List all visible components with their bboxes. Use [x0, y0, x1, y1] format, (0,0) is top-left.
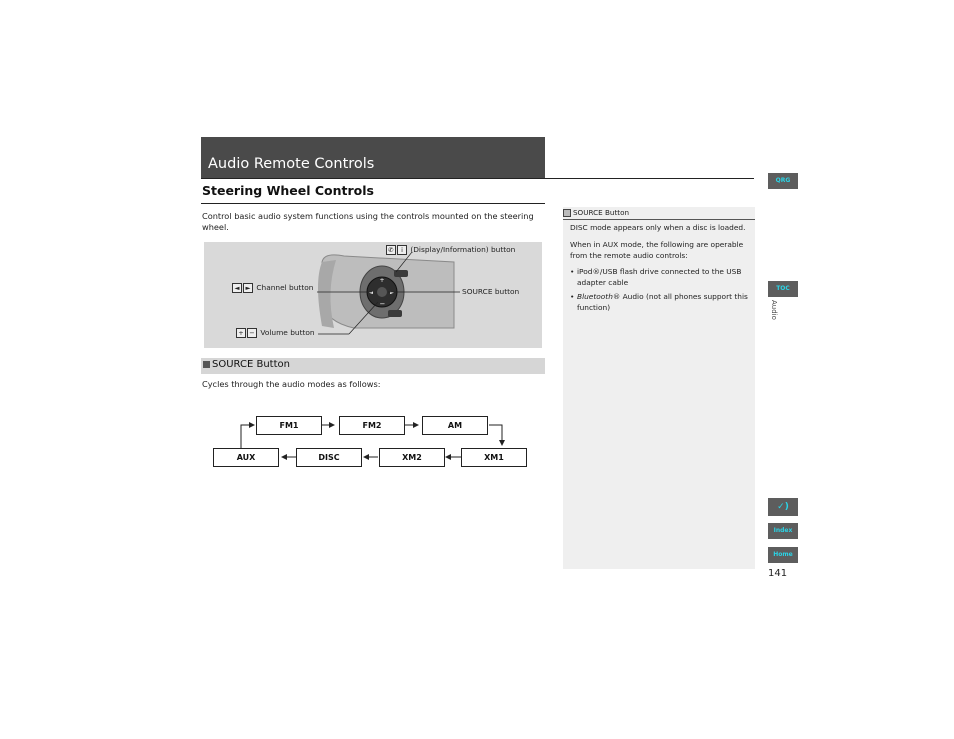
voice-command-tab[interactable] — [768, 498, 798, 516]
note-panel — [563, 207, 755, 569]
title-divider — [201, 178, 754, 179]
display-button-label: ✆ i (Display/Information) button — [386, 245, 515, 255]
voice-command-icon: ✓) — [777, 502, 789, 512]
chapter-side-label: Audio — [770, 300, 778, 320]
intro-text: Control basic audio system functions using the controls mounted on the steering wheel. — [202, 211, 534, 232]
home-tab[interactable]: Home — [768, 547, 798, 563]
note-line-disc: DISC mode appears only when a disc is loaded. — [570, 223, 746, 232]
note-bullet-ipod: • iPod®/USB flash drive connected to the USB adapter cable — [570, 267, 742, 287]
channel-right-icon: ► — [243, 283, 253, 293]
info-icon: i — [397, 245, 407, 255]
svg-text:+: + — [379, 277, 385, 284]
flow-box-aux: AUX — [213, 448, 279, 467]
section-title: Steering Wheel Controls — [202, 183, 374, 198]
flow-box-am: AM — [422, 416, 488, 435]
bullet-icon: • — [570, 292, 575, 301]
volume-button-label: + − Volume button — [236, 328, 315, 338]
toc-tab[interactable]: TOC — [768, 281, 798, 297]
note-divider — [563, 219, 755, 220]
flow-box-xm1: XM1 — [461, 448, 527, 467]
chapter-title: Audio Remote Controls — [208, 156, 375, 172]
flow-box-fm2: FM2 — [339, 416, 405, 435]
page-number: 141 — [768, 568, 788, 579]
flow-box-xm2: XM2 — [379, 448, 445, 467]
note-reference-icon — [563, 209, 571, 217]
bullet-icon: • — [570, 267, 575, 276]
phone-icon: ✆ — [386, 245, 396, 255]
volume-minus-icon: − — [247, 328, 257, 338]
section-divider — [201, 203, 545, 204]
steering-wheel-illustration — [204, 242, 542, 348]
volume-plus-icon: + — [236, 328, 246, 338]
note-heading: SOURCE Button — [563, 208, 629, 217]
svg-text:◄: ◄ — [369, 290, 373, 296]
flow-box-disc: DISC — [296, 448, 362, 467]
svg-text:►: ► — [390, 290, 394, 296]
svg-text:−: − — [379, 300, 386, 308]
index-tab[interactable]: Index — [768, 523, 798, 539]
channel-left-icon: ◄ — [232, 283, 242, 293]
flow-box-fm1: FM1 — [256, 416, 322, 435]
subsection-title: SOURCE Button — [212, 359, 290, 370]
qrg-tab[interactable]: QRG — [768, 173, 798, 189]
subsection-marker-icon — [203, 361, 210, 368]
channel-button-label: ◄ ► Channel button — [232, 283, 313, 293]
note-line-aux: When in AUX mode, the following are operable from the remote audio controls: — [570, 240, 744, 260]
chapter-title-band — [201, 137, 545, 178]
subsection-description: Cycles through the audio modes as follows: — [202, 379, 381, 389]
source-button-label: SOURCE button — [462, 287, 520, 296]
note-bullet-bluetooth: • Bluetooth® Audio (not all phones support this function) — [570, 292, 748, 312]
